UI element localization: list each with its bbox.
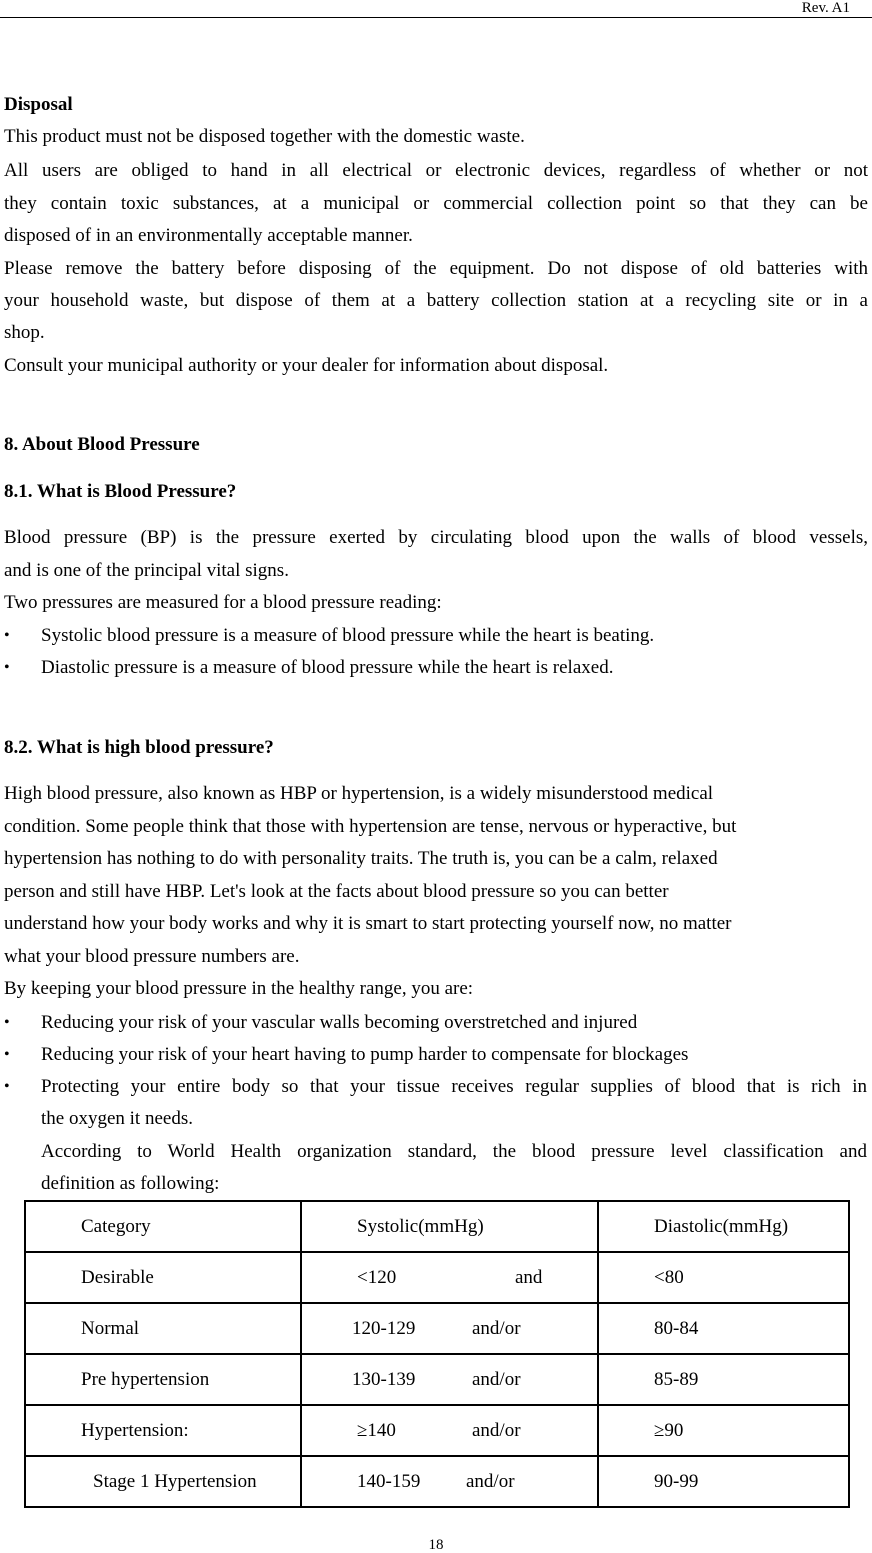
bullet-icon: • [4,1046,10,1063]
conjunction: and/or [466,1470,515,1492]
category-cell: Normal [25,1303,301,1354]
header-category: Category [25,1201,301,1252]
bullet-icon: • [4,659,10,676]
disposal-line: your household waste, but dispose of them at a battery collection station at a recycling site or in a [4,290,868,311]
diastolic-cell: <80 [598,1252,849,1303]
systolic-value: 120-129 [352,1317,416,1339]
table-row [25,1456,849,1507]
bullet-icon: • [4,1078,10,1095]
s82-line: what your blood pressure numbers are. [4,946,300,967]
s82-line: hypertension has nothing to do with personality traits. The truth is, you can be a calm, relaxed [4,848,718,869]
page-number: 18 [428,1537,444,1553]
header-systolic-label: Systolic(mmHg) [357,1215,484,1237]
s82-bullet-item-cont: the oxygen it needs. [41,1108,193,1129]
revision-label: Rev. A1 [801,0,850,16]
bullet-icon: • [4,627,10,644]
table-header-row [25,1201,849,1252]
s82-line: By keeping your blood pressure in the healthy range, you are: [4,978,474,999]
systolic-cell [301,1303,598,1354]
disposal-line: Please remove the battery before disposing of the equipment. Do not dispose of old batteries with [4,258,868,279]
disposal-line: All users are obliged to hand in all electrical or electronic devices, regardless of whether or not [4,160,868,181]
who-standard-line: definition as following: [41,1173,220,1194]
bullet-icon: • [4,1014,10,1031]
header-diastolic: Diastolic(mmHg) [598,1201,849,1252]
systolic-value: ≥140 [357,1419,396,1441]
who-standard-line: According to World Health organization standard, the blood pressure level classification and [41,1141,867,1162]
systolic-value: 130-139 [352,1368,416,1390]
header-systolic [301,1201,598,1252]
systolic-cell [301,1405,598,1456]
table-row [25,1405,849,1456]
disposal-line: shop. [4,322,45,343]
section-8-1-heading: 8.1. What is Blood Pressure? [4,481,237,502]
s82-line: condition. Some people think that those with hypertension are tense, nervous or hyperactive, but [4,816,737,837]
category-cell: Pre hypertension [25,1354,301,1405]
diastolic-cell: 85-89 [598,1354,849,1405]
category-cell: Stage 1 Hypertension [25,1456,301,1507]
disposal-heading: Disposal [4,94,73,115]
s81-bullet-item: Diastolic pressure is a measure of blood pressure while the heart is relaxed. [41,657,614,678]
disposal-line: This product must not be disposed together with the domestic waste. [4,126,525,147]
s81-line: and is one of the principal vital signs. [4,560,289,581]
category-cell: Hypertension: [25,1405,301,1456]
s82-line: High blood pressure, also known as HBP or hypertension, is a widely misunderstood medical [4,783,714,804]
table-row [25,1354,849,1405]
disposal-line: they contain toxic substances, at a municipal or commercial collection point so that they can be [4,193,868,214]
systolic-value: 140-159 [357,1470,421,1492]
conjunction: and/or [472,1368,521,1390]
conjunction: and/or [472,1419,521,1441]
s81-line: Blood pressure (BP) is the pressure exerted by circulating blood upon the walls of blood vessels, [4,527,868,548]
systolic-cell [301,1354,598,1405]
conjunction: and/or [472,1317,521,1339]
s82-bullet-item: Protecting your entire body so that your tissue receives regular supplies of blood that is rich in [41,1076,867,1097]
table-row [25,1303,849,1354]
conjunction: and [515,1266,543,1288]
diastolic-cell: 90-99 [598,1456,849,1507]
section-8-heading: 8. About Blood Pressure [4,434,200,455]
systolic-cell [301,1456,598,1507]
systolic-cell [301,1252,598,1303]
table-row [25,1252,849,1303]
disposal-line: disposed of in an environmentally acceptable manner. [4,225,413,246]
diastolic-cell: ≥90 [598,1405,849,1456]
s82-bullet-item: Reducing your risk of your vascular walls becoming overstretched and injured [41,1012,638,1033]
header-rule [0,17,872,18]
category-cell: Desirable [25,1252,301,1303]
systolic-value: <120 [357,1266,397,1288]
s81-line: Two pressures are measured for a blood pressure reading: [4,592,442,613]
s82-line: understand how your body works and why it is smart to start protecting yourself now, no matter [4,913,732,934]
s82-bullet-item: Reducing your risk of your heart having to pump harder to compensate for blockages [41,1044,689,1065]
disposal-line: Consult your municipal authority or your dealer for information about disposal. [4,355,609,376]
section-8-2-heading: 8.2. What is high blood pressure? [4,737,274,758]
diastolic-cell: 80-84 [598,1303,849,1354]
s82-line: person and still have HBP. Let's look at the facts about blood pressure so you can better [4,881,669,902]
s81-bullet-item: Systolic blood pressure is a measure of blood pressure while the heart is beating. [41,625,655,646]
bp-classification-table [24,1200,850,1508]
